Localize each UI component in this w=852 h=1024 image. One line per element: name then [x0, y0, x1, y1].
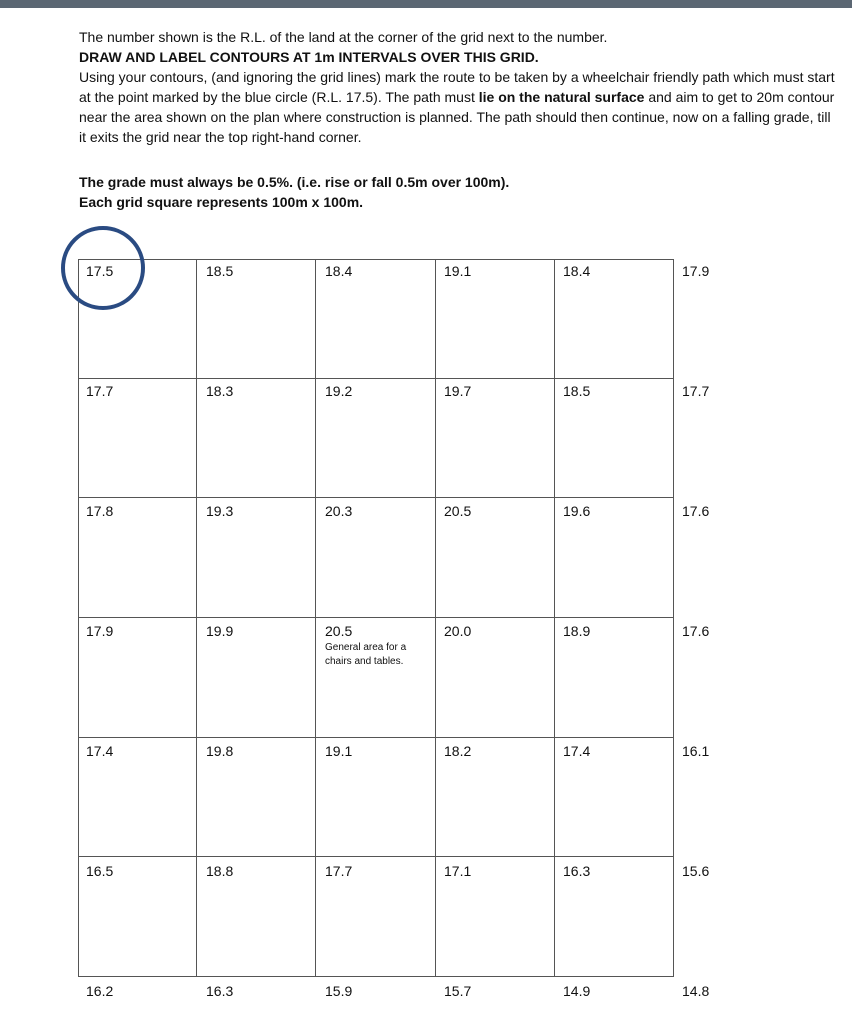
reduced-level-value: 15.9: [325, 983, 353, 999]
reduced-level-value: 17.9: [86, 623, 114, 639]
reduced-level-value: 17.5: [86, 263, 114, 279]
reduced-level-value: 20.0: [444, 623, 472, 639]
reduced-level-value: 18.2: [444, 743, 472, 759]
reduced-level-value: 18.4: [325, 263, 353, 279]
reduced-level-value: 20.5: [325, 623, 353, 639]
reduced-level-value: 19.8: [206, 743, 234, 759]
reduced-level-value: 19.3: [206, 503, 234, 519]
reduced-level-value: 18.3: [206, 383, 234, 399]
reduced-level-value: 17.9: [682, 263, 710, 279]
reduced-level-value: 19.1: [444, 263, 472, 279]
reduced-level-value: 17.1: [444, 863, 472, 879]
reduced-level-value: 17.6: [682, 623, 710, 639]
reduced-level-value: 17.7: [86, 383, 114, 399]
instructions: [79, 27, 839, 147]
reduced-level-value: 20.5: [444, 503, 472, 519]
reduced-level-value: 18.9: [563, 623, 591, 639]
instruction-heading: DRAW AND LABEL CONTOURS AT 1m INTERVALS OVER THIS GRID.: [79, 49, 539, 65]
grade-requirements: [79, 172, 779, 212]
construction-area-note-line-1: General area for a: [325, 642, 407, 653]
reduced-level-value: 16.2: [86, 983, 114, 999]
grade-line-1: The grade must always be 0.5%. (i.e. rise or fall 0.5m over 100m).: [79, 174, 510, 190]
reduced-level-value: 16.3: [563, 863, 591, 879]
start-point-circle: [61, 226, 145, 310]
reduced-level-value: 18.4: [563, 263, 591, 279]
reduced-level-value: 19.9: [206, 623, 234, 639]
reduced-level-value: 17.6: [682, 503, 710, 519]
reduced-level-value: 16.1: [682, 743, 710, 759]
reduced-level-value: 19.2: [325, 383, 353, 399]
reduced-level-value: 17.7: [682, 383, 710, 399]
reduced-level-value: 17.4: [86, 743, 114, 759]
top-bar: [0, 0, 852, 8]
reduced-level-value: 18.5: [206, 263, 234, 279]
reduced-level-value: 19.6: [563, 503, 591, 519]
reduced-level-value: 19.1: [325, 743, 353, 759]
reduced-level-value: 14.8: [682, 983, 710, 999]
instruction-line-1: The number shown is the R.L. of the land at the corner of the grid next to the number.: [79, 29, 608, 45]
construction-area-note-line-2: chairs and tables.: [325, 656, 404, 667]
reduced-level-value: 14.9: [563, 983, 591, 999]
reduced-level-value: 17.4: [563, 743, 591, 759]
reduced-level-value: 16.5: [86, 863, 114, 879]
reduced-level-value: 20.3: [325, 503, 353, 519]
reduced-level-value: 18.8: [206, 863, 234, 879]
reduced-level-value: 16.3: [206, 983, 234, 999]
instruction-paragraph: Using your contours, (and ignoring the grid lines) mark the route to be taken by a wheelchair friendly path which must start at the point marked by the blue circle (R.L. 17.5). The path must lie on the natural surface and aim to get to 20m contour near the area shown on the plan where construction is planned. The path should then continue, now on a falling grade, till it exits the grid near the top right-hand corner.: [79, 69, 835, 145]
reduced-level-value: 18.5: [563, 383, 591, 399]
reduced-level-value: 17.7: [325, 863, 353, 879]
reduced-level-value: 15.7: [444, 983, 472, 999]
reduced-level-value: 19.7: [444, 383, 472, 399]
reduced-level-value: 15.6: [682, 863, 710, 879]
reduced-level-value: 17.8: [86, 503, 114, 519]
grade-line-2: Each grid square represents 100m x 100m.: [79, 194, 364, 210]
